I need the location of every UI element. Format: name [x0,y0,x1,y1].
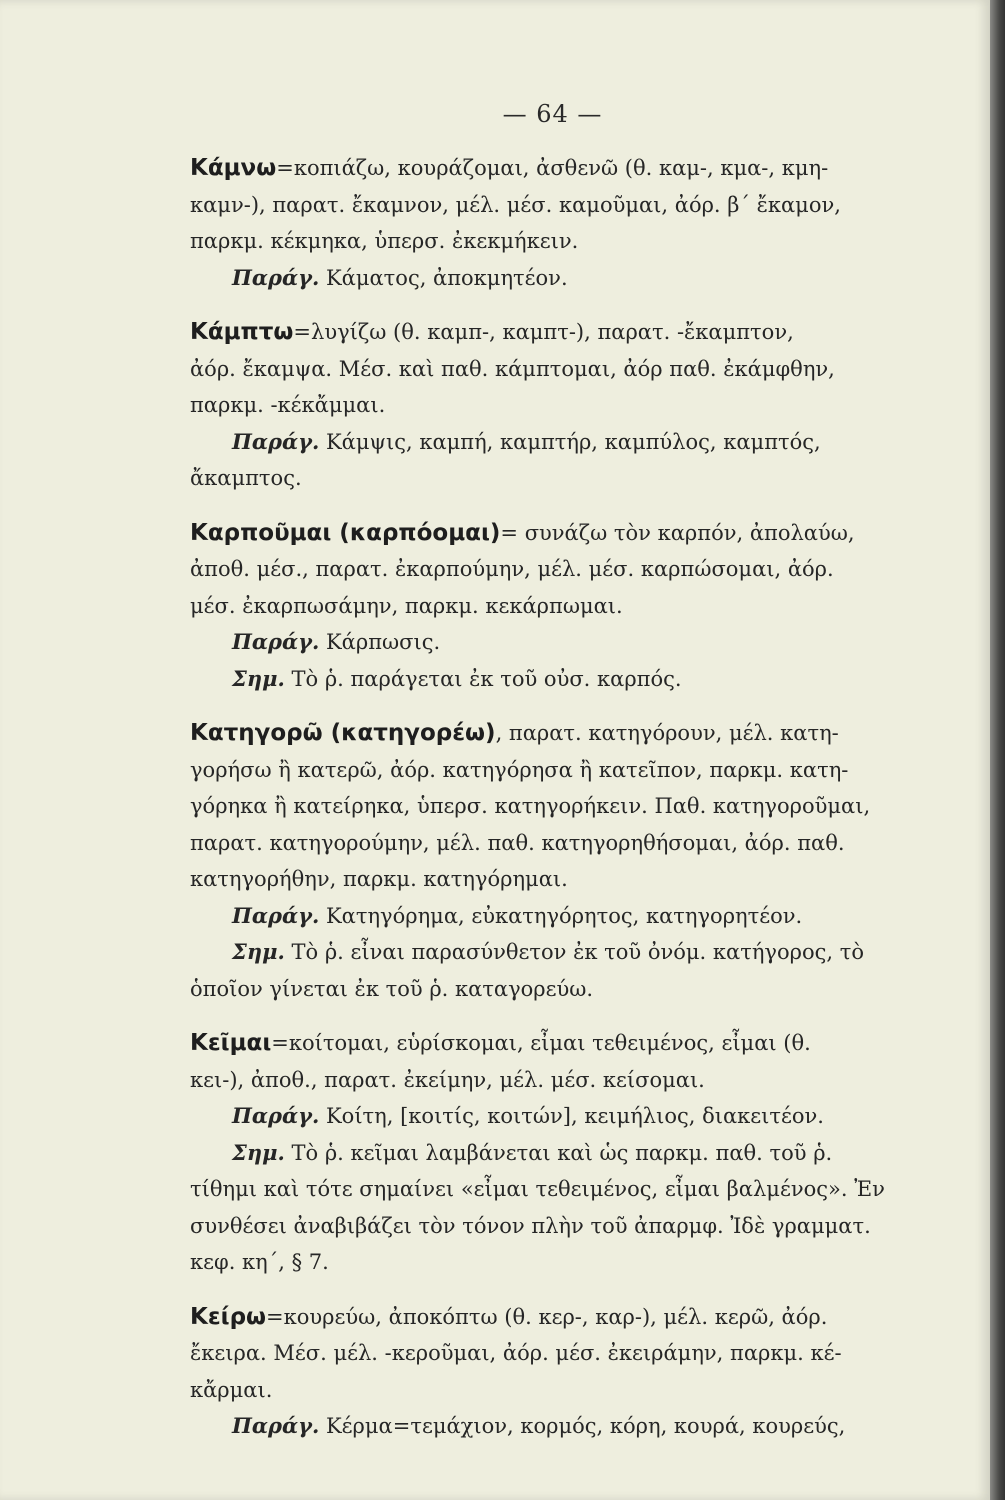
entry-karpoumai [190,515,950,698]
entry-line: ἀόρ. ἔκαμψα. Μέσ. καὶ παθ. κάμπτομαι, ἀόρ παθ. ἐκάμφθην, [190,356,835,381]
definition-text: =κοπιάζω, κουράζομαι, ἀσθενῶ (θ. καμ-, κμα-, κμη- [276,156,829,180]
note-continuation: ὁποῖον γίνεται ἐκ τοῦ ῥ. καταγορεύω. [190,976,594,1001]
entry-line: ἔκειρα. Μέσ. μέλ. -κεροῦμαι, ἀόρ. μέσ. ἐκειράμην, παρκμ. κέ- [190,1341,842,1365]
note-continuation: τίθημι καὶ τότε σημαίνει «εἶμαι τεθειμένος, εἶμαι βαλμένος». Ἐν [190,1177,885,1201]
headword: Κάμπτω [190,319,294,345]
entry-line: παρατ. κατηγορούμην, μέλ. παθ. κατηγορηθήσομαι, ἀόρ. παθ. [190,830,845,855]
note-text: Τὸ ῥ. εἶναι παρασύνθετον ἐκ τοῦ ὀνόμ. κατήγορος, τὸ [284,940,864,964]
derivatives-line [190,260,950,297]
entry-kategoro [190,715,950,1007]
note-label: Σημ. [232,1139,285,1165]
definition-text: =λυγίζω (θ. καμπ-, καμπτ-), παρατ. -ἔκαμπτον, [293,320,794,344]
definition-text: , παρατ. κατηγόρουν, μέλ. κατη- [495,721,839,745]
entry-line: ἀποθ. μέσ., παρατ. ἐκαρπούμην, μέλ. μέσ. καρπώσομαι, ἀόρ. [190,557,834,581]
derivatives-label: Παράγ. [232,902,320,928]
entry-keimai [190,1025,950,1281]
entry-line: κἄρμαι. [190,1377,273,1402]
derivatives-label: Παράγ. [232,1413,320,1438]
derivatives-text: Κάμψις, καμπή, καμπτήρ, καμπύλος, καμπτός, [319,429,821,454]
derivatives-label: Παράγ. [232,428,320,454]
derivatives-line [190,424,950,461]
definition-text: =κουρεύω, ἀποκόπτω (θ. κερ-, καρ-), μέλ. κερῶ, ἀόρ. [266,1304,828,1329]
definition-text: =κοίτομαι, εὑρίσκομαι, εἶμαι τεθειμένος, εἶμαι (θ. [271,1031,811,1055]
note-text: Τὸ ῥ. κεῖμαι λαμβάνεται καὶ ὡς παρκμ. παθ. τοῦ ῥ. [284,1140,833,1165]
derivatives-label: Παράγ. [232,1103,320,1128]
headword: Κεῖμαι [190,1030,272,1056]
derivatives-text: Κάρπωσις. [319,630,441,654]
entry-line: γόρηκα ἢ κατείρηκα, ὑπερσ. κατηγορήκειν. Παθ. κατηγοροῦμαι, [190,794,871,818]
note-label: Σημ. [232,665,285,691]
note-continuation: συνθέσει ἀναβιβάζει τὸν τόνον πλὴν τοῦ ἀπαρμφ. Ἰδὲ γραμματ. [190,1213,871,1238]
derivatives-line [190,1098,950,1135]
entry-line [190,715,950,752]
derivatives-text: Κέρμα=τεμάχιον, κορμός, κόρη, κουρά, κουρεύς, [319,1414,846,1438]
entry-kamno [190,150,950,296]
headword: Καρποῦμαι (καρπόομαι) [190,519,501,546]
entry-line: παρκμ. κέκμηκα, ὑπερσ. ἐκεκμήκειν. [190,229,579,253]
entry-line [190,150,950,187]
page-number: — 64 — [502,100,603,128]
derivatives-label: Παράγ. [232,264,320,290]
entry-line: παρκμ. -κέκἄμμαι. [190,393,386,417]
definition-text: = συνάζω τὸν καρπόν, ἀπολαύω, [500,520,855,545]
derivatives-text: Κάματος, ἀποκμητέον. [319,265,568,290]
entry-line: μέσ. ἐκαρπωσάμην, παρκμ. κεκάρπωμαι. [190,593,623,618]
note-line [190,934,950,971]
headword: Κάμνω [190,155,277,181]
entry-line: καμν-), παρατ. ἔκαμνον, μέλ. μέσ. καμοῦμαι, ἀόρ. β΄ ἔκαμον, [190,192,841,217]
entry-line: κατηγορήθην, παρκμ. κατηγόρημαι. [190,867,568,891]
entry-line [190,1299,950,1336]
note-line [190,1135,950,1172]
derivatives-label: Παράγ. [232,629,320,654]
dictionary-text [190,150,950,1463]
headword: Κείρω [190,1303,267,1330]
derivatives-text: Κατηγόρημα, εὐκατηγόρητος, κατηγορητέον. [319,903,803,928]
note-label: Σημ. [232,939,285,964]
entry-line: κει-), ἀποθ., παρατ. ἐκείμην, μέλ. μέσ. κείσομαι. [190,1067,705,1092]
note-text: Τὸ ῥ. παράγεται ἐκ τοῦ οὐσ. καρπός. [284,666,682,691]
entry-kampto [190,314,950,497]
headword: Κατηγορῶ (κατηγορέω) [190,720,496,746]
derivatives-line [190,898,950,935]
note-continuation: κεφ. κη΄, § 7. [190,1250,329,1274]
entry-line [190,314,950,351]
note-line [190,661,950,698]
page-edge-shadow [990,0,1005,1500]
derivatives-line [190,1408,950,1445]
derivatives-line [190,624,950,661]
entry-line [190,515,950,552]
entry-line [190,1025,950,1062]
entry-line: γορήσω ἢ κατερῶ, ἀόρ. κατηγόρησα ἢ κατεῖπον, παρκμ. κατη- [190,757,849,782]
derivatives-text: Κοίτη, [κοιτίς, κοιτών], κειμήλιος, διακειτέον. [319,1104,824,1128]
entry-keiro [190,1299,950,1445]
derivatives-continuation: ἄκαμπτος. [190,466,302,490]
